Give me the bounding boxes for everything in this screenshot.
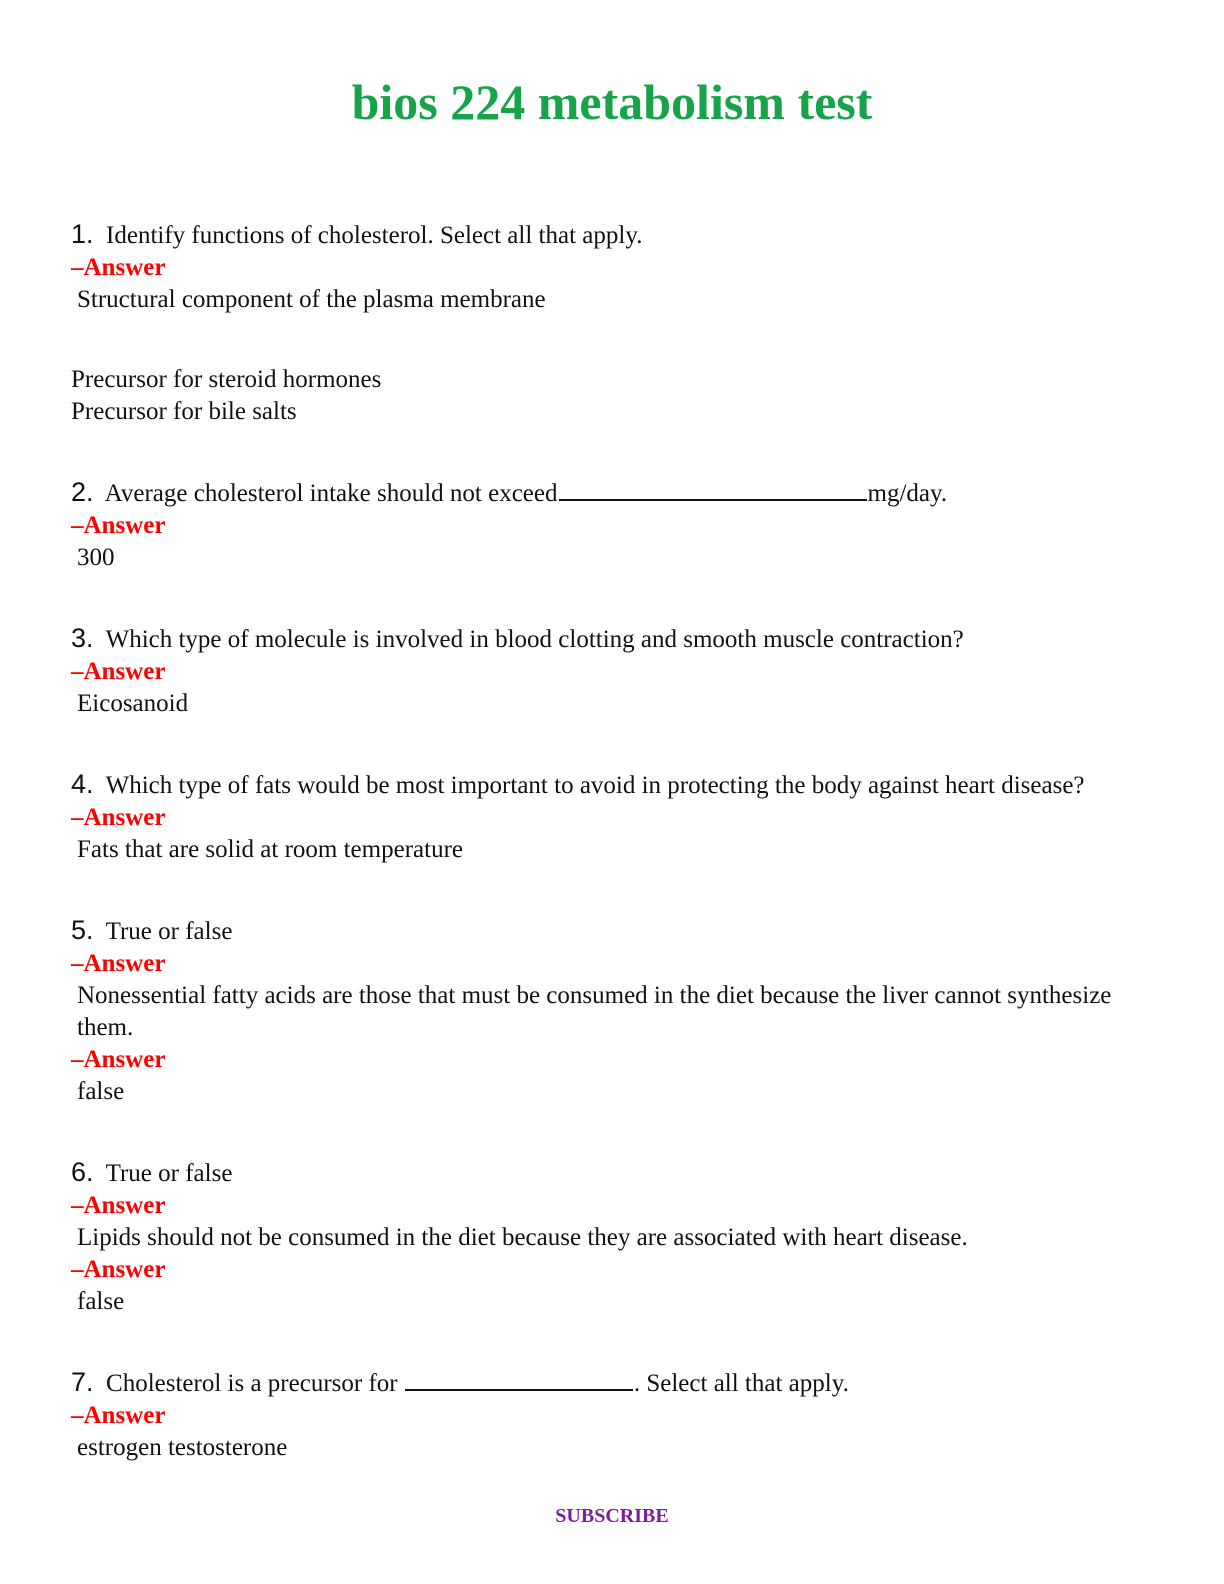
spacer: [71, 316, 1131, 364]
answer-text: Structural component of the plasma membrane: [77, 286, 546, 313]
answer-text: false: [77, 1078, 125, 1105]
question-6-prompt: [71, 1156, 1131, 1190]
question-3-prompt: [71, 622, 1131, 656]
question-number: 5.: [71, 915, 94, 945]
question-number: 2.: [71, 477, 94, 507]
answer-label: –Answer: [71, 1192, 166, 1219]
question-4: [71, 768, 1131, 866]
question-3: [71, 622, 1131, 720]
fill-in-blank: [405, 1367, 633, 1391]
answer-text: Nonessential fatty acids are those that must be consumed in the diet because the liver cannot synthesize them.: [77, 982, 1112, 1041]
question-text-suffix: mg/day.: [867, 480, 948, 507]
question-text: True or false: [105, 1160, 233, 1187]
answer-label: –Answer: [71, 1256, 166, 1283]
question-list: [71, 218, 1131, 1512]
subscribe-link[interactable]: SUBSCRIBE: [555, 1505, 669, 1527]
question-text-suffix: . Select all that apply.: [633, 1370, 849, 1397]
question-text: True or false: [105, 918, 233, 945]
question-2-prompt: [71, 476, 1131, 510]
question-4-prompt: [71, 768, 1131, 802]
answer-text: Precursor for bile salts: [71, 398, 297, 425]
question-text: Which type of fats would be most important to avoid in protecting the body against heart disease?: [105, 772, 1085, 799]
answer-label: –Answer: [71, 1402, 166, 1429]
answer-label: –Answer: [71, 950, 166, 977]
question-number: 3.: [71, 623, 94, 653]
question-number: 1.: [71, 219, 94, 249]
question-number: 6.: [71, 1157, 94, 1187]
question-number: 7.: [71, 1367, 94, 1397]
answer-text: estrogen testosterone: [77, 1434, 288, 1461]
answer-text: Precursor for steroid hormones: [71, 366, 382, 393]
answer-text: Lipids should not be consumed in the diet because they are associated with heart disease.: [77, 1224, 968, 1251]
answer-text: Eicosanoid: [77, 690, 189, 717]
question-number: 4.: [71, 769, 94, 799]
answer-text: false: [77, 1288, 125, 1315]
question-5: [71, 914, 1131, 1108]
question-7-prompt: [71, 1366, 1131, 1400]
question-7: [71, 1366, 1131, 1464]
question-text: Identify functions of cholesterol. Select all that apply.: [106, 222, 643, 249]
answer-label: –Answer: [71, 658, 166, 685]
question-1-prompt: [71, 218, 1131, 252]
question-5-prompt: [71, 914, 1131, 948]
answer-label: –Answer: [71, 1046, 166, 1073]
answer-label: –Answer: [71, 512, 166, 539]
question-6: [71, 1156, 1131, 1318]
answer-text: Fats that are solid at room temperature: [77, 836, 463, 863]
answer-label: –Answer: [71, 254, 166, 281]
question-text: Cholesterol is a precursor for: [106, 1370, 404, 1397]
question-1: [71, 218, 1131, 428]
document-title: bios 224 metabolism test: [351, 74, 873, 130]
answer-text: 300: [77, 544, 115, 571]
question-text: Average cholesterol intake should not exceed: [104, 480, 558, 507]
answer-label: –Answer: [71, 804, 166, 831]
question-2: [71, 476, 1131, 574]
fill-in-blank: [559, 477, 867, 501]
question-text: Which type of molecule is involved in blood clotting and smooth muscle contraction?: [105, 626, 964, 653]
